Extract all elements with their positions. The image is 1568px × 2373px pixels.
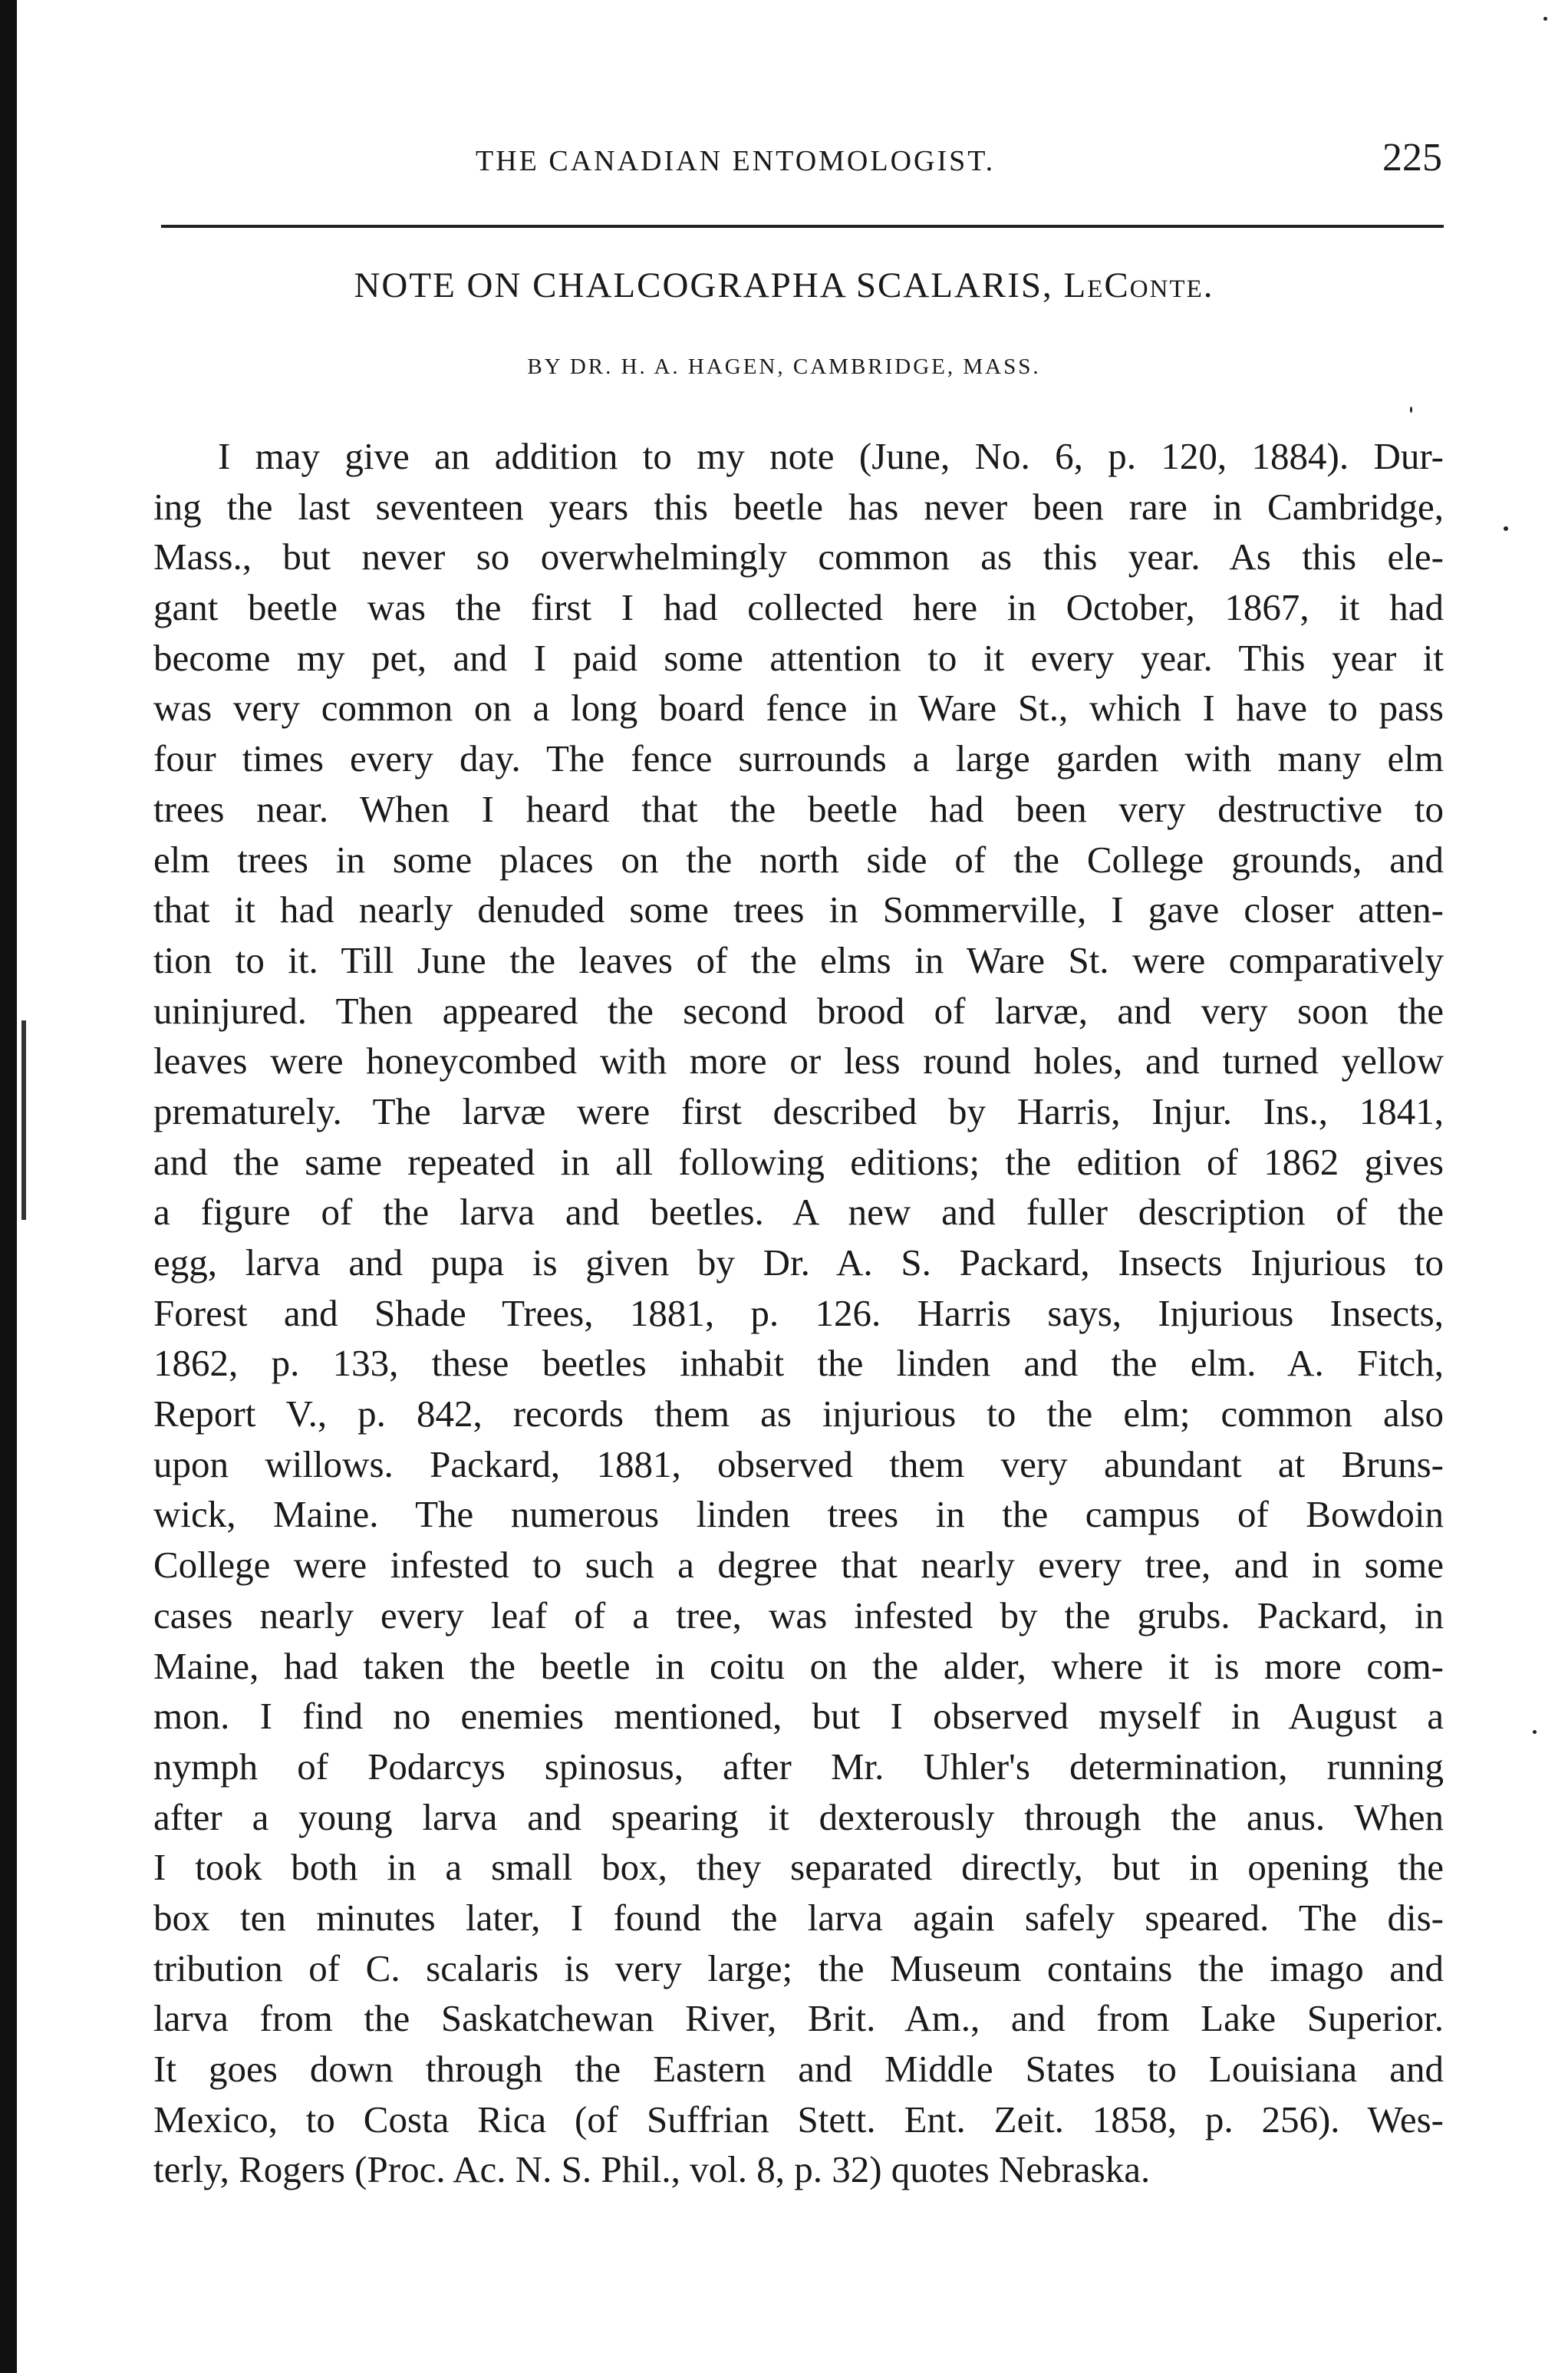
body-line: a figure of the larva and beetles. A new and fuller description of the — [153, 1191, 1444, 1234]
article-title-main: NOTE ON CHALCOGRAPHA SCALARIS, — [354, 265, 1064, 305]
article-title — [0, 265, 1568, 306]
body-line: gant beetle was the first I had collected here in October, 1867, it had — [153, 586, 1444, 629]
ink-speck — [1533, 1730, 1537, 1734]
body-line: tion to it. Till June the leaves of the elms in Ware St. were comparatively — [153, 938, 1444, 981]
body-line: 1862, p. 133, these beetles inhabit the linden and the elm. A. Fitch, — [153, 1342, 1444, 1385]
body-line: Maine, had taken the beetle in coitu on the alder, where it is more com- — [153, 1644, 1444, 1687]
article-title-author: LeConte. — [1063, 265, 1214, 305]
body-line: was very common on a long board fence in Ware St., which I have to pass — [153, 687, 1444, 730]
body-line: cases nearly every leaf of a tree, was infested by the grubs. Packard, in — [153, 1594, 1444, 1636]
body-line: uninjured. Then appeared the second brood of larvæ, and very soon the — [153, 989, 1444, 1032]
body-line: College were infested to such a degree that nearly every tree, and in some — [153, 1544, 1444, 1587]
body-line: It goes down through the Eastern and Middle States to Louisiana and — [153, 2048, 1444, 2090]
body-line: larva from the Saskatchewan River, Brit. Am., and from Lake Superior. — [153, 1997, 1444, 2040]
body-line: nymph of Podarcys spinosus, after Mr. Uhler's determination, running — [153, 1745, 1444, 1788]
page-header — [153, 136, 1442, 190]
body-line: after a young larva and spearing it dexterously through the anus. When — [153, 1795, 1444, 1838]
body-line: trees near. When I heard that the beetle had been very destructive to — [153, 787, 1444, 830]
body-line: that it had nearly denuded some trees in Sommerville, I gave closer atten- — [153, 888, 1444, 931]
body-line: wick, Maine. The numerous linden trees in the campus of Bowdoin — [153, 1493, 1444, 1536]
body-line: upon willows. Packard, 1881, observed them very abundant at Bruns- — [153, 1442, 1444, 1485]
body-line: mon. I find no enemies mentioned, but I observed myself in August a — [153, 1695, 1444, 1738]
body-line: Mexico, to Costa Rica (of Suffrian Stett. Ent. Zeit. 1858, p. 256). Wes- — [153, 2098, 1444, 2141]
ink-speck — [1504, 526, 1508, 531]
body-line: four times every day. The fence surrounds a large garden with many elm — [153, 737, 1444, 780]
running-head: THE CANADIAN ENTOMOLOGIST. — [476, 145, 996, 177]
article-byline: BY DR. H. A. HAGEN, CAMBRIDGE, MASS. — [527, 354, 1041, 379]
body-line: box ten minutes later, I found the larva again safely speared. The dis- — [153, 1896, 1444, 1939]
ink-speck — [1543, 17, 1547, 21]
body-line: become my pet, and I paid some attention to it every year. This year it — [153, 636, 1444, 679]
binding-shadow — [21, 1020, 26, 1220]
body-line: ing the last seventeen years this beetle has never been rare in Cambridge, — [153, 485, 1444, 528]
body-line: Report V., p. 842, records them as injurious to the elm; common also — [153, 1392, 1444, 1435]
page-number: 225 — [1382, 136, 1442, 180]
body-line: elm trees in some places on the north side of the College grounds, and — [153, 838, 1444, 881]
body-line: terly, Rogers (Proc. Ac. N. S. Phil., vol. 8, p. 32) quotes Nebraska. — [153, 2148, 1151, 2191]
body-line: prematurely. The larvæ were first described by Harris, Injur. Ins., 1841, — [153, 1089, 1444, 1132]
body-line: Forest and Shade Trees, 1881, p. 126. Harris says, Injurious Insects, — [153, 1291, 1444, 1334]
body-line: egg, larva and pupa is given by Dr. A. S. Packard, Insects Injurious to — [153, 1241, 1444, 1284]
article-body — [153, 431, 1444, 2195]
body-line: I may give an addition to my note (June, No. 6, p. 120, 1884). Dur- — [218, 435, 1444, 477]
ink-speck — [1410, 407, 1412, 413]
body-line: I took both in a small box, they separated directly, but in opening the — [153, 1846, 1444, 1889]
body-line: Mass., but never so overwhelmingly common as this year. As this ele- — [153, 536, 1444, 578]
body-line: and the same repeated in all following editions; the edition of 1862 gives — [153, 1140, 1444, 1183]
body-line: leaves were honeycombed with more or less round holes, and turned yellow — [153, 1040, 1444, 1083]
body-line: tribution of C. scalaris is very large; the Museum contains the imago and — [153, 1946, 1444, 1989]
header-rule — [161, 225, 1444, 228]
